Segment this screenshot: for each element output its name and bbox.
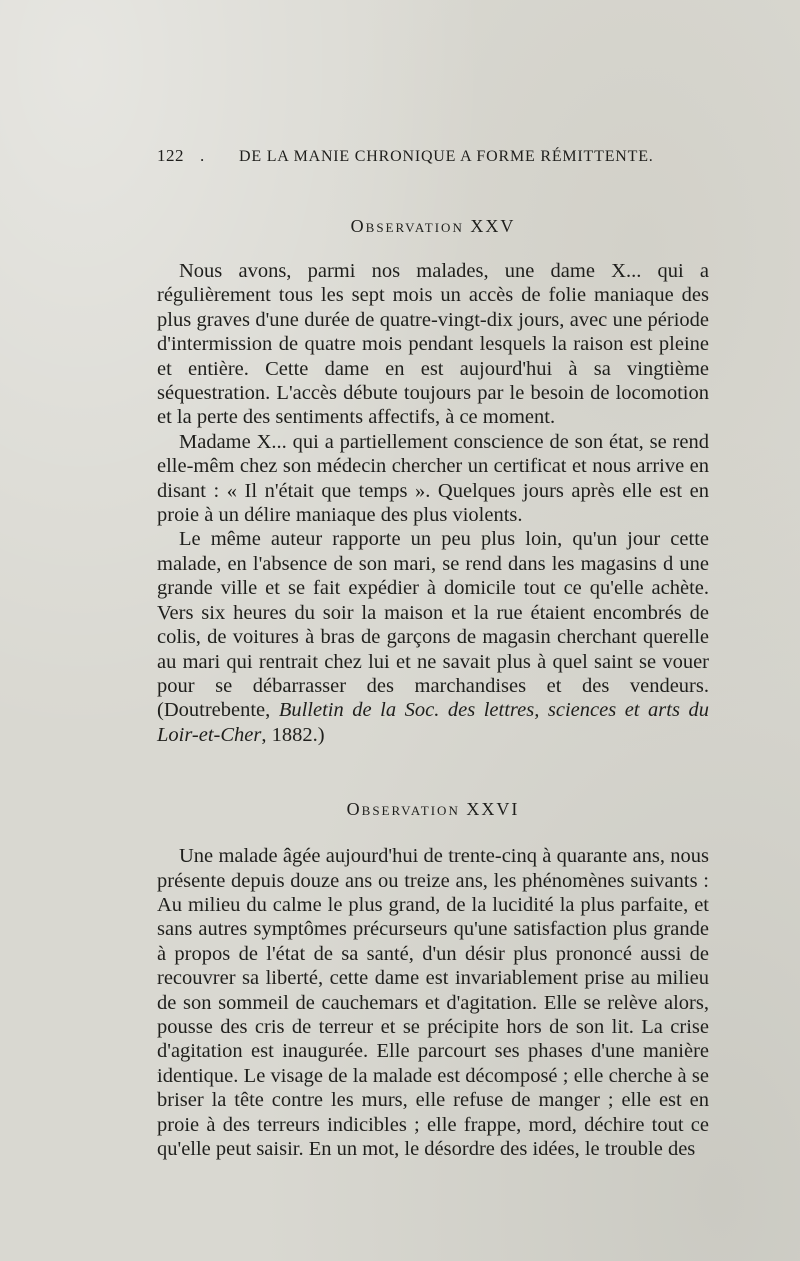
observation-25-paragraph-1: Nous avons, parmi nos malades, une dame X... qui a régulièrement tous les sept mois un accès de folie maniaque des plus graves d'une durée de quatre-vingt-dix jours, avec une période d'intermission de quatre mois pendant lesquels la raison est pleine et entière. Cette dame en est aujourd'hui à sa vingtième séquestration. L'accès débute toujours par le besoin de locomotion et la perte des sentiments affectifs, à ce moment. xyxy=(157,260,709,429)
observation-25-paragraph-2: Madame X... qui a partiellement conscience de son état, se rend elle-mêm chez son médecin chercher un certificat et nous arrive en disant : « Il n'était que temps ». Quelques jours après elle est en proie à un délire maniaque des plus violents. xyxy=(157,430,709,527)
book-page xyxy=(157,146,709,1161)
observation-26-heading: Observation XXVI xyxy=(346,799,520,820)
paragraph-3-text: Le même auteur rapporte un peu plus loin, qu'un jour cette malade, en l'absence de son mari, se rend dans les magasins d une grande ville et se fait expédier à domicile tout ce qu'elle achète. Vers six heures du soir la maison et la rue étaient encombrés de colis, de voitures à bras de garçons de magasin cherchant querelle au mari qui rentrait chez lui et ne savait plus à quel saint se vouer pour se débarrasser des marchandises et des vendeurs. (Doutrebente, xyxy=(157,528,709,722)
citation-end: , 1882.) xyxy=(261,723,325,746)
page-number: 122 . xyxy=(157,146,205,165)
observation-25-heading: Observation XXV xyxy=(350,216,516,236)
observation-26-paragraph: Une malade âgée aujourd'hui de trente-cinq à quarante ans, nous présente depuis douze ans ou treize ans, les phénomènes suivants : Au milieu du calme le plus grand, de la lucidité la plus parfaite, et sans autres symptômes précurseurs qu'une satisfaction plus grande à propos de l'état de sa santé, d'un désir plus prononcé aussi de recouvrer sa liberté, cette dame est invariablement prise au milieu de son sommeil de cauchemars et d'agitation. Elle se relève alors, pousse des cris de terreur et se précipite hors de son lit. La crise d'agitation est inaugurée. Elle parcourt ses phases d'une manière identique. Le visage de la malade est décomposé ; elle cherche à se briser la tête contre les murs, elle refuse de manger ; elle est en proie à des terreurs indicibles ; elle frappe, mord, déchire tout ce qu'elle peut saisir. En un mot, le désordre des idées, le trouble des xyxy=(157,845,709,1160)
citation-title: Bulletin de la Soc. des lettres, sciences et arts du Loir-et-Cher xyxy=(157,699,709,746)
observation-25-paragraph-3 xyxy=(157,527,709,747)
running-title: DE LA MANIE CHRONIQUE A FORME RÉMITTENTE. xyxy=(239,148,654,165)
running-header xyxy=(157,146,709,176)
